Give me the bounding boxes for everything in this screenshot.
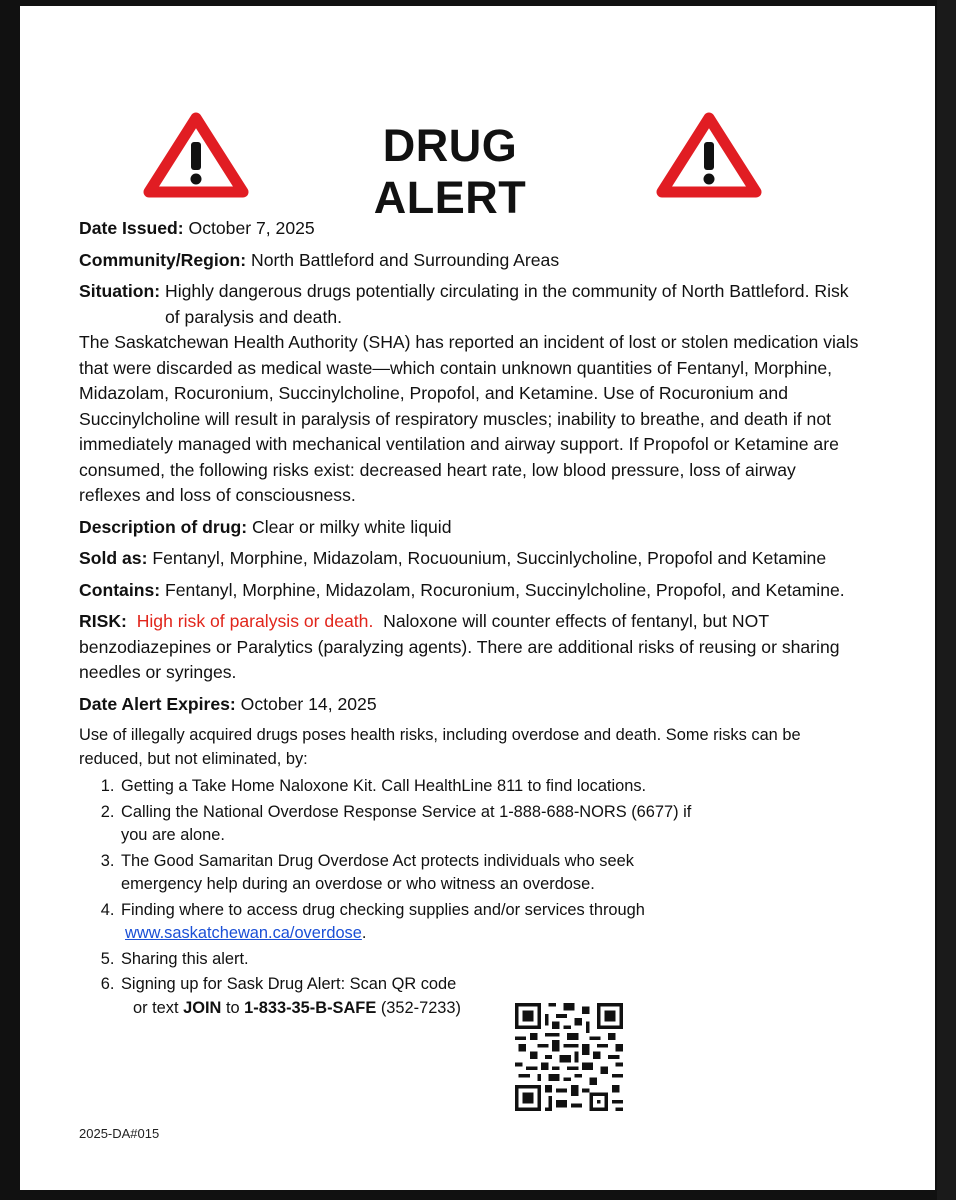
description-label: Description of drug: [79,516,248,537]
intro-text: Use of illegally acquired drugs poses health risks, including overdose and death. Some risks can be reduced, but not eliminated, by: [79,726,801,768]
date-issued [79,216,859,242]
date-issued-label: Date Issued: [79,218,184,238]
alert-code: 2025-DA#015 [79,1126,160,1141]
contains-value: Fentanyl, Morphine, Midazolam, Rocuronium, Succinylcholine, Propofol, and Ketamine. [165,579,845,600]
description [79,515,859,541]
sold-as-label: Sold as: [79,548,148,568]
expires [79,692,859,718]
expires-label: Date Alert Expires: [79,693,236,714]
list-item: 4. Finding where to access drug checking supplies and/or services through www.saskatchewan.ca/overdose. [119,899,759,946]
situation [79,279,859,330]
scrollbar[interactable] [937,0,956,1200]
risk-label: RISK: [79,611,127,631]
risk-highlight: High risk of paralysis or death. [136,611,374,631]
list-item: 1. Getting a Take Home Naloxone Kit. Call HealthLine 811 to find locations. [119,775,759,799]
alert-body [79,216,859,1020]
page-title: DRUG ALERT [373,120,527,223]
list-item: 6. Signing up for Sask Drug Alert: Scan QR code or text JOIN to 1-833-35-B-SAFE (352-7233) [119,973,759,1020]
region-label: Community/Region: [79,249,247,270]
text-signup: or text JOIN to 1-833-35-B-SAFE (352-7233) [133,998,461,1017]
risk-value: Naloxone will counter effects of fentanyl, but NOT benzodiazepines or Paralytics (paralyzing agents). There are additional risks of reusing or sharing needles or syringes. [79,611,840,682]
contains-label: Contains: [79,579,161,600]
description-value: Clear or milky white liquid [252,516,452,537]
overdose-link[interactable]: www.saskatchewan.ca/overdose [125,924,362,942]
warning-triangle-icon [143,112,249,198]
sold-as-value: Fentanyl, Morphine, Midazolam, Rocuounium, Succinlycholine, Propofol and Ketamine [152,548,827,568]
contains [79,578,859,604]
risk-reduction-list [79,775,759,1020]
situation-details: The Saskatchewan Health Authority (SHA) has reported an incident of lost or stolen medication vials that were discarded as medical waste—which contain unknown quantities of Fentanyl, Morphine, Midazolam, Rocuronium, Succinylcholine, Propofol, and Ketamine. Use of Rocuronium and Succinylcholine will result in paralysis of respiratory muscles; inability to breathe, and death if not immediately managed with mechanical ventilation and airway support. If Propofol or Ketamine are consumed, the following risks exist: decreased heart rate, low blood pressure, loss of airway reflexes and loss of consciousness. [79,332,859,505]
sold-as [79,546,859,572]
expires-value: October 14, 2025 [240,693,377,714]
warning-triangle-icon [656,112,762,198]
region-value: North Battleford and Surrounding Areas [251,249,560,270]
list-item: 5. Sharing this alert. [119,948,759,972]
region [79,248,859,274]
list-item: 3. The Good Samaritan Drug Overdose Act protects individuals who seek emergency help during an overdose or who witness an overdose. [119,850,759,897]
date-issued-value: October 7, 2025 [188,218,315,238]
risk [79,609,859,686]
situation-value: Highly dangerous drugs potentially circulating in the community of North Battleford. Risk of paralysis and death. [165,281,849,327]
qr-code[interactable] [515,1003,623,1111]
situation-label: Situation: [79,281,161,301]
list-item: 2. Calling the National Overdose Response Service at 1-888-688-NORS (6677) if you are alone. [119,801,759,848]
